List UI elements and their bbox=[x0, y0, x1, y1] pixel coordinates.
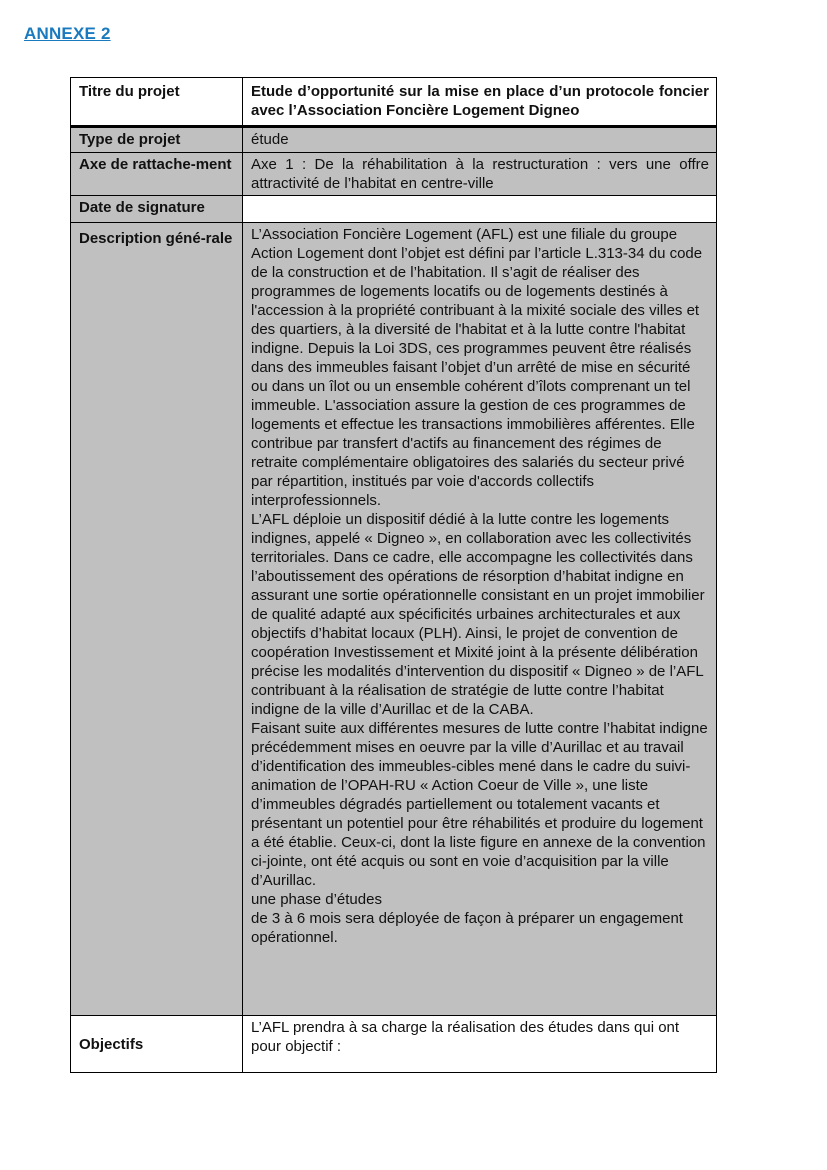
label-titre: Titre du projet bbox=[71, 78, 243, 127]
value-axe: Axe 1 : De la réhabilitation à la restructuration : vers une offre attractivité de l’habitat en centre-ville bbox=[243, 153, 717, 196]
value-date bbox=[243, 196, 717, 223]
label-type: Type de projet bbox=[71, 127, 243, 153]
description-paragraph-3: Faisant suite aux différentes mesures de lutte contre l’habitat indigne précédemment mises en oeuvre par la ville d’Aurillac et au travail d’identification des immeubles-cibles mené dans le cadre du suivi-animation de l’OPAH-RU « Action Coeur de Ville », une liste d’immeubles dégradés partiellement ou totalement vacants et présentant un potentiel pour être réhabilités et produire du logement a été établie. Ceux-ci, dont la liste figure en annexe de la convention ci-jointe, ont été acquis ou sont en voie d’acquisition par la ville d’Aurillac. bbox=[251, 720, 708, 889]
label-date: Date de signature bbox=[71, 196, 243, 223]
description-paragraph-2: L’AFL déploie un dispositif dédié à la lutte contre les logements indignes, appelé « Digneo », en collaboration avec les collectivités territoriales. Dans ce cadre, elle accompagne les collectivités dans l’aboutissement des opérations de résorption d’habitat indigne en assurant une sortie opérationnelle consistant en un projet immobilier de qualité adapté aux spécificités urbaines architecturales et aux objectifs d’habitat locaux (PLH). Ainsi, le projet de convention de coopération Investissement et Mixité joint à la présente délibération précise les modalités d’intervention du dispositif « Digneo » de l’AFL contribuant à la réalisation de stratégie de lutte contre l’habitat indigne de la ville d’Aurillac et de la CABA. bbox=[251, 511, 705, 718]
annex-title: ANNEXE 2 bbox=[24, 24, 111, 43]
value-titre: Etude d’opportunité sur la mise en place d’un protocole foncier avec l’Association Foncière Logement Digneo bbox=[243, 78, 717, 127]
label-axe: Axe de rattache-ment bbox=[71, 153, 243, 196]
value-objectifs: L’AFL prendra à sa charge la réalisation des études dans qui ont pour objectif : bbox=[243, 1016, 717, 1073]
row-axe bbox=[71, 153, 717, 196]
label-objectifs: Objectifs bbox=[71, 1016, 243, 1073]
value-description bbox=[243, 223, 717, 1016]
value-type: étude bbox=[243, 127, 717, 153]
description-paragraph-1: L’Association Foncière Logement (AFL) est une filiale du groupe Action Logement dont l’objet est défini par l’article L.313-34 du code de la construction et de l’habitation. Il s’agit de réaliser des programmes de logements locatifs ou de logements destinés à l'accession à la propriété contribuant à la mixité sociale des villes et des quartiers, à la diversité de l'habitat et à la lutte contre l'habitat indigne. Depuis la Loi 3DS, ces programmes peuvent être réalisés dans des immeubles faisant l’objet d’un arrêté de mise en sécurité ou dans un îlot ou un ensemble cohérent d’îlots comprenant un tel immeuble. L'association assure la gestion de ces programmes de logements et effectue les transactions immobilières afférentes. Elle contribue par transfert d'actifs au financement des régimes de retraite complémentaire obligatoires des salariés du secteur privé par répartition, institués par voie d'accords collectifs interprofessionnels. bbox=[251, 226, 703, 509]
row-objectifs bbox=[71, 1016, 717, 1073]
row-type bbox=[71, 127, 717, 153]
description-paragraph-5: de 3 à 6 mois sera déployée de façon à préparer un engagement opérationnel. bbox=[251, 910, 683, 946]
row-date bbox=[71, 196, 717, 223]
label-description: Description géné-rale bbox=[71, 223, 243, 1016]
row-titre bbox=[71, 78, 717, 127]
row-description bbox=[71, 223, 717, 1016]
project-sheet-table bbox=[70, 77, 717, 1073]
description-paragraph-4: une phase d’études bbox=[251, 891, 382, 908]
